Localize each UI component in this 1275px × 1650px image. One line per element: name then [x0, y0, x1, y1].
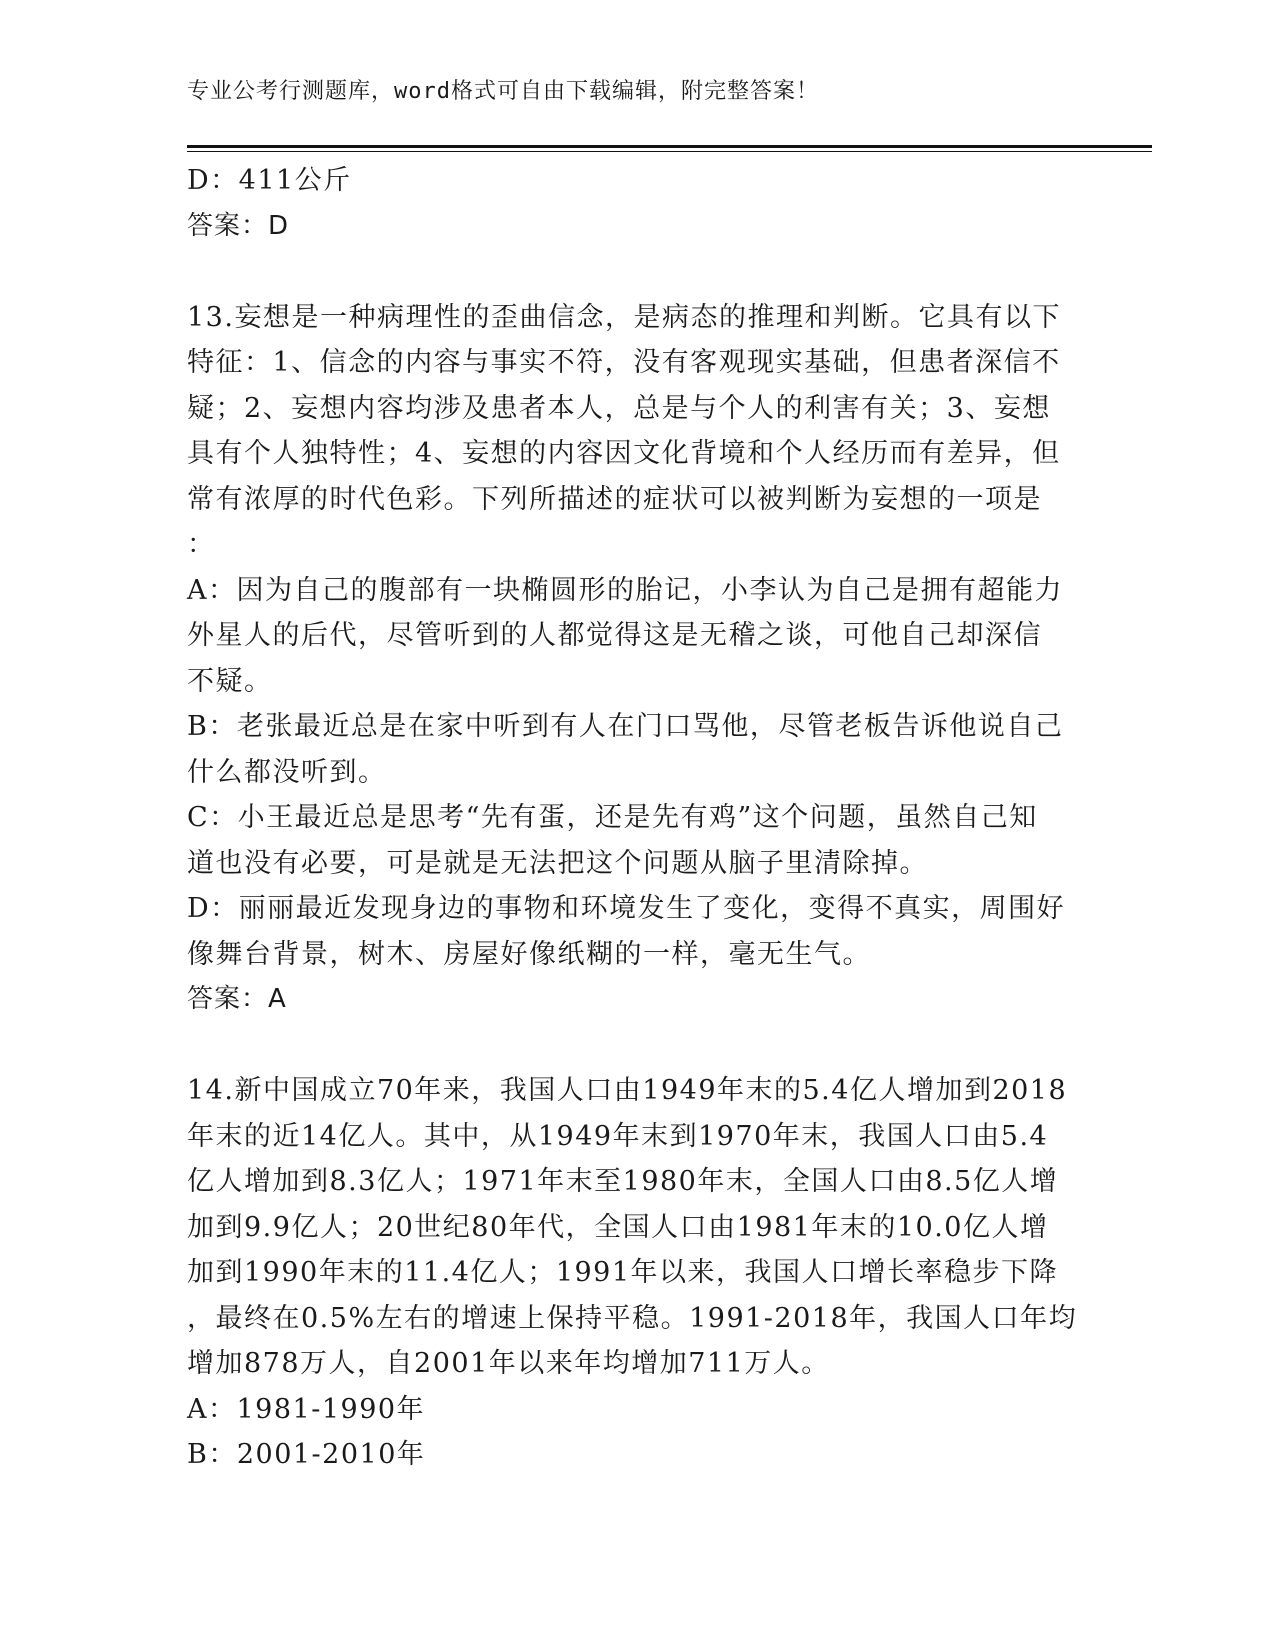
text-line: 加到9.9亿人；20世纪80年代，全国人口由1981年末的10.0亿人增 — [187, 1211, 1049, 1243]
text-line: A：因为自己的腹部有一块椭圆形的胎记，小李认为自己是拥有超能力 — [187, 574, 1063, 606]
text-line: B：2001-2010年 — [187, 1439, 426, 1470]
text-line: 常有浓厚的时代色彩。下列所描述的症状可以被判断为妄想的一项是 — [187, 483, 1042, 515]
text-line: 加到1990年末的11.4亿人；1991年以来，我国人口增长率稳步下降 — [187, 1257, 1059, 1288]
text-line: 特征：1、信念的内容与事实不符，没有客观现实基础，但患者深信不 — [187, 347, 1061, 378]
text-line: ，最终在0.5%左右的增速上保持平稳。1991-2018年，我国人口年均 — [187, 1302, 1078, 1334]
text-line: A：1981-1990年 — [187, 1393, 426, 1425]
text-line: C：小王最近总是思考“先有蛋，还是先有鸡”这个问题，虽然自己知 — [187, 802, 1038, 833]
text-line: 具有个人独特性；4、妄想的内容因文化背境和个人经历而有差异，但 — [187, 438, 1061, 469]
text-line: 不疑。 — [187, 665, 273, 697]
paragraph-gap — [187, 1023, 1087, 1069]
text-line: 13.妄想是一种病理性的歪曲信念，是病态的推理和判断。它具有以下 — [187, 301, 1061, 333]
text-line: 道也没有必要，可是就是无法把这个问题从脑子里清除掉。 — [187, 847, 928, 879]
document-body — [187, 158, 1087, 1478]
page-header: 专业公考行测题库，word格式可自由下载编辑，附完整答案！ — [187, 79, 819, 104]
answer-line: 答案：A — [187, 984, 287, 1014]
text-line: 疑；2、妄想内容均涉及患者本人，总是与个人的利害有关；3、妄想 — [187, 392, 1051, 424]
text-line: B：老张最近总是在家中听到有人在门口骂他，尽管老板告诉他说自己 — [187, 711, 1064, 742]
header-divider — [187, 145, 1152, 148]
text-line: 亿人增加到8.3亿人；1971年末至1980年末，全国人口由8.5亿人增 — [187, 1166, 1059, 1197]
header-divider-thin — [187, 151, 1152, 152]
text-line: D：丽丽最近发现身边的事物和环境发生了变化，变得不真实，周围好 — [187, 893, 1066, 924]
paragraph-gap — [187, 249, 1087, 295]
answer-line: 答案：D — [187, 210, 290, 241]
text-line: ： — [187, 529, 216, 560]
text-line: 什么都没听到。 — [187, 756, 387, 788]
text-line: 像舞台背景，树木、房屋好像纸糊的一样，毫无生气。 — [187, 938, 871, 970]
text-line: 外星人的后代，尽管听到的人都觉得这是无稽之谈，可他自己却深信 — [187, 620, 1042, 651]
text-line: D：411公斤 — [187, 165, 352, 196]
text-line: 14.新中国成立70年来，我国人口由1949年末的5.4亿人增加到2018 — [187, 1075, 1068, 1106]
text-line: 增加878万人，自2001年以来年均增加711万人。 — [187, 1348, 830, 1379]
text-line: 年末的近14亿人。其中，从1949年末到1970年末，我国人口由5.4 — [187, 1120, 1049, 1152]
